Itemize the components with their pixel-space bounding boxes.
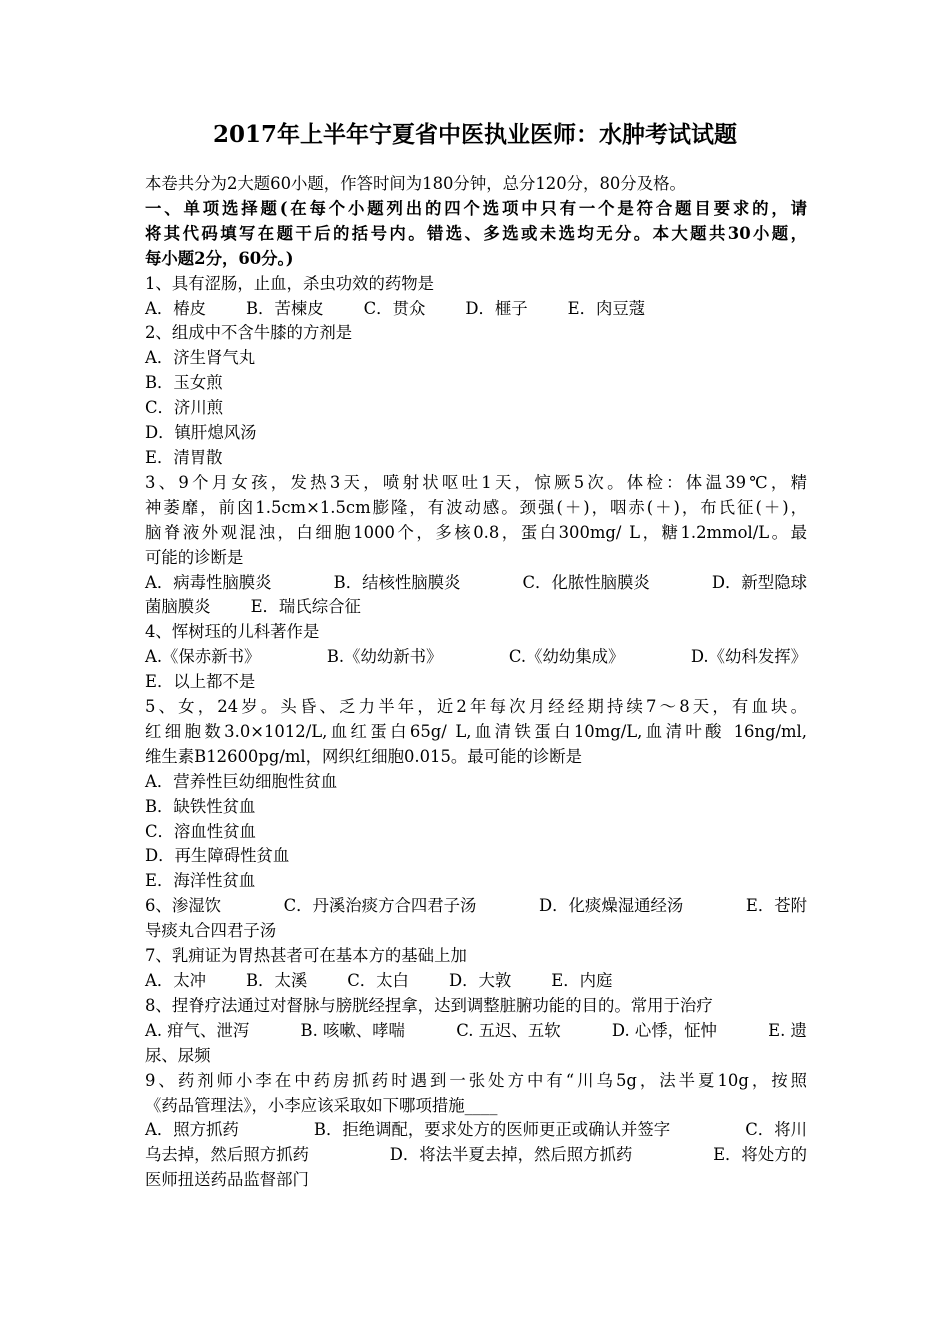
question-options [145,1118,807,1143]
option: B．苦楝皮 [246,298,324,318]
question-options [145,1143,807,1168]
document-title: 2017年上半年宁夏省中医执业医师：水肿考试试题 [212,121,737,148]
option: E．将处方的 [713,1145,807,1165]
option: A．太冲 [145,971,207,990]
option: B．太溪 [246,971,308,990]
question-options [145,595,807,620]
option: A.《保赤新书》 [145,647,261,667]
option: C．太白 [347,971,409,990]
option: A．营养性巨幼细胞性贫血 [145,771,338,791]
section-heading-line: 每小题2分，60分。) [145,248,294,268]
option: D．镇肝熄风汤 [145,423,257,443]
option: 菌脑膜炎 [145,597,211,617]
option: B．玉女煎 [145,373,223,393]
question-stem: 6、渗湿饮 [145,896,221,916]
option: E．肉豆蔻 [567,298,646,318]
section-heading-line: 一、单项选择题(在每个小题列出的四个选项中只有一个是符合题目要求的，请 [145,198,807,218]
option: E．海洋性贫血 [145,871,256,891]
option: E．苍附 [745,896,807,916]
option: E．瑞氏综合征 [250,597,361,617]
question-options [145,969,807,994]
option: 医师扭送药品监督部门 [145,1170,309,1190]
question-options [145,1019,807,1044]
option: D．再生障碍性贫血 [145,846,290,866]
question-stem: 3、9个月女孩，发热3天，喷射状呕吐1天，惊厥5次。体检：体温39℃，精 [145,472,807,492]
option: B. 咳嗽、哮喘 [300,1020,405,1040]
option: E．内庭 [551,971,613,990]
option: C．丹溪治痰方合四君子汤 [283,896,477,916]
option: D．化痰燥湿通经汤 [539,896,684,916]
option: C．溶血性贫血 [145,821,256,841]
option: D．榧子 [465,298,528,318]
option: C．化脓性脑膜炎 [522,572,650,592]
question-stem: 可能的诊断是 [145,547,244,567]
option: 尿、尿频 [145,1045,211,1065]
option: A．椿皮 [145,298,207,318]
question-stem: 神萎靡，前囟1.5cm×1.5cm膨隆，有波动感。颈强(＋)，咽赤(＋)，布氏征(＋)， [145,497,807,517]
option: C．将川 [745,1120,807,1140]
option: D. 心悸，怔忡 [611,1020,717,1040]
exam-intro: 本卷共分为2大题60小题，作答时间为180分钟，总分120分，80分及格。 [145,174,686,193]
option: C. 五迟、五软 [456,1020,561,1040]
option: D．大敦 [448,971,512,990]
option: 乌去掉，然后照方抓药 [145,1145,309,1165]
option: E. 遗 [768,1020,807,1040]
option: B．缺铁性贫血 [145,796,256,816]
option: C．贯众 [363,298,426,318]
option: A．照方抓药 [145,1120,239,1140]
question-stem: 7、乳痈证为胃热甚者可在基本方的基础上加 [145,946,467,966]
option: B．结核性脑膜炎 [333,572,461,592]
question-stem: 1、具有涩肠，止血，杀虫功效的药物是 [145,273,435,293]
option: E．以上都不是 [145,672,256,692]
question-options [145,571,807,596]
question-options [145,645,807,670]
question-options [145,894,807,919]
option: A．病毒性脑膜炎 [145,572,272,592]
option: C．济川煎 [145,398,224,418]
option: B．拒绝调配，要求处方的医师更正或确认并签字 [313,1120,671,1140]
option: B.《幼幼新书》 [326,647,443,667]
option: 导痰丸合四君子汤 [145,921,277,941]
question-stem: 红细胞数3.0×1012/L,血红蛋白65g/ L,血清铁蛋白10mg/L,血清叶酸 16ng/ml, [145,721,807,741]
option: D.《幼科发挥》 [690,647,807,667]
question-stem: 4、恽树珏的儿科著作是 [145,622,320,642]
question-stem: 9、药剂师小李在中药房抓药时遇到一张处方中有“川乌5g，法半夏10g，按照 [145,1070,807,1090]
option: A. 疳气、泄泻 [145,1020,250,1040]
question-options [145,297,807,322]
question-stem: 维生素B12600pg/ml，网织红细胞0.015。最可能的诊断是 [145,746,583,766]
question-stem: 5、女，24岁。头昏、乏力半年，近2年每次月经经期持续7～8天，有血块。 [145,697,807,717]
question-stem: 8、捏脊疗法通过对督脉与膀胱经捏拿，达到调整脏腑功能的目的。常用于治疗 [145,995,713,1015]
question-stem: 脑脊液外观混浊，白细胞1000个，多核0.8，蛋白300mg/ L，糖1.2mmol/L。最 [145,522,807,542]
option: D．新型隐球 [711,572,807,592]
document-body [145,172,807,1193]
option: E．清胃散 [145,447,223,467]
option: C.《幼幼集成》 [508,647,625,667]
question-stem: 2、组成中不含牛膝的方剂是 [145,323,353,343]
option: A．济生肾气丸 [145,348,256,368]
section-heading-line: 将其代码填写在题干后的括号内。错选、多选或未选均无分。本大题共30小题， [145,223,807,243]
option: D．将法半夏去掉，然后照方抓药 [389,1145,633,1165]
question-stem: 《药品管理法》，小李应该采取如下哪项措施____ [145,1095,498,1115]
